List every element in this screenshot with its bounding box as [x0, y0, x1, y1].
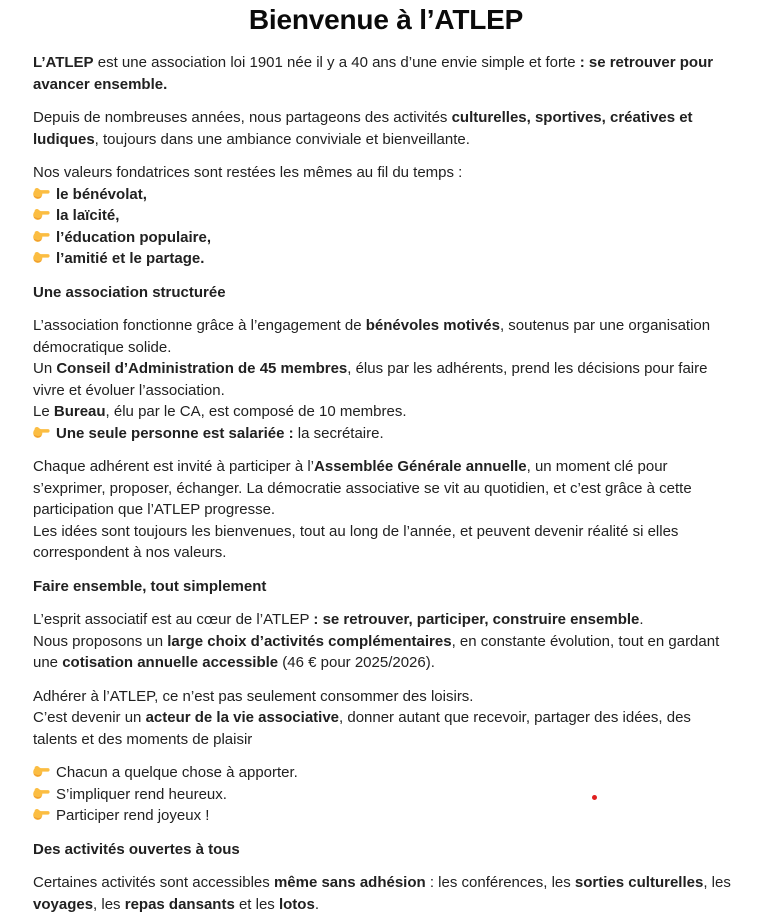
bold-text: : se retrouver pour avancer ensemble. — [33, 54, 714, 93]
text-run: , toujours dans une ambiance conviviale et bienveillante. — [94, 130, 470, 148]
text-run: S’impliquer rend heureux. — [56, 785, 227, 803]
bold-text: L’ATLEP — [33, 54, 94, 71]
text-run: Les idées sont toujours les bienvenues, tout au long de l’année, et peuvent devenir réalité si elles correspondent à nos valeurs. — [33, 522, 679, 561]
paragraph — [33, 609, 739, 674]
red-dot-artifact — [592, 795, 597, 800]
bold-text: bénévoles motivés — [365, 317, 500, 334]
pointing-right-icon — [33, 808, 50, 821]
pointing-right-icon — [33, 208, 50, 221]
bold-text: culturelles, sportives, créatives et ludiques — [33, 109, 693, 148]
bold-text: même sans adhésion — [273, 874, 426, 891]
text-run: . — [639, 611, 644, 628]
text-run: , donner autant que recevoir, partager des idées, des talents et des moments de plaisir — [33, 709, 691, 748]
bold-text: la laïcité, — [56, 207, 120, 224]
text-run: (46 € pour 2025/2026). — [278, 654, 435, 671]
text-run: Nous proposons un — [33, 632, 168, 650]
bold-text: sorties culturelles — [574, 874, 704, 891]
pointing-right-icon — [33, 187, 50, 200]
section-heading: Une association structurée — [33, 283, 226, 301]
bold-text: acteur de la vie associative — [145, 709, 340, 726]
text-run: , en constante évolution, tout en gardant une — [33, 632, 720, 671]
paragraph — [33, 315, 739, 444]
text-run: , élus par les adhérents, prend les décisions pour faire vivre et évoluer l’association. — [33, 360, 708, 399]
section-heading: Des activités ouvertes à tous — [33, 840, 240, 858]
text-run: , les — [93, 895, 125, 913]
pointing-right-icon — [33, 765, 50, 778]
text-run: , soutenus par une organisation démocratique solide. — [33, 317, 711, 356]
text-run: : les conférences, les — [425, 874, 575, 891]
text-run: et les — [234, 895, 279, 913]
text-run: la secrétaire. — [293, 424, 384, 442]
paragraph — [33, 456, 739, 564]
pointing-right-icon — [33, 426, 50, 439]
text-run: Adhérer à l’ATLEP, ce n’est pas seulement consommer des loisirs. — [33, 687, 474, 705]
bold-text: l’amitié et le partage. — [56, 250, 205, 267]
bold-text: Conseil d’Administration de 45 membres — [56, 360, 348, 377]
pointing-right-icon — [33, 251, 50, 264]
text-run: L’association fonctionne grâce à l’engagement de — [33, 317, 366, 334]
text-run: Le — [33, 403, 54, 420]
bold-text: l’éducation populaire, — [56, 228, 212, 246]
pointing-right-icon — [33, 787, 50, 800]
bold-text: lotos — [278, 895, 315, 913]
section-heading: Faire ensemble, tout simplement — [33, 577, 267, 595]
values-list — [33, 162, 739, 270]
benefits-list — [33, 762, 739, 827]
paragraph — [33, 107, 739, 150]
bold-text: repas dansants — [124, 895, 235, 913]
paragraph — [33, 686, 739, 751]
bold-text: cotisation annuelle accessible — [62, 654, 279, 671]
text-run: est une association loi 1901 née il y a 40 ans d’une envie simple et forte — [93, 54, 580, 71]
bold-text: Assemblée Générale annuelle — [314, 458, 527, 475]
text-run: Depuis de nombreuses années, nous partageons des activités — [33, 109, 452, 126]
bold-text: Bureau — [53, 403, 106, 420]
text-run: Nos valeurs fondatrices sont restées les mêmes au fil du temps : — [33, 164, 463, 181]
text-run: . — [314, 895, 319, 913]
paragraph — [33, 872, 739, 915]
bold-text: voyages — [33, 895, 94, 913]
bold-text: Une seule personne est salariée : — [56, 424, 294, 442]
page-title: Bienvenue à l’ATLEP — [248, 4, 524, 35]
text-run: , un moment clé pour s’exprimer, proposer, échanger. La démocratie associative se vit au quotidien, et c’est grâce à cette participation que l’ATLEP progresse. — [33, 458, 692, 518]
text-run: Participer rend joyeux ! — [56, 807, 210, 824]
text-run: Chaque adhérent est invité à participer à l’ — [33, 458, 315, 475]
pointing-right-icon — [33, 230, 50, 243]
paragraph — [33, 52, 739, 95]
text-run: , les — [703, 874, 731, 891]
bold-text: le bénévolat, — [56, 185, 147, 203]
bold-text: : se retrouver, participer, construire ensemble — [313, 611, 640, 628]
bold-text: large choix d’activités complémentaires — [167, 632, 452, 650]
text-run: Un — [33, 360, 57, 377]
text-run: L’esprit associatif est au cœur de l’ATLEP — [33, 611, 314, 628]
text-run: C’est devenir un — [33, 709, 146, 726]
text-run: , élu par le CA, est composé de 10 membres. — [105, 403, 407, 420]
text-run: Chacun a quelque chose à apporter. — [56, 764, 298, 781]
text-run: Certaines activités sont accessibles — [33, 874, 274, 891]
